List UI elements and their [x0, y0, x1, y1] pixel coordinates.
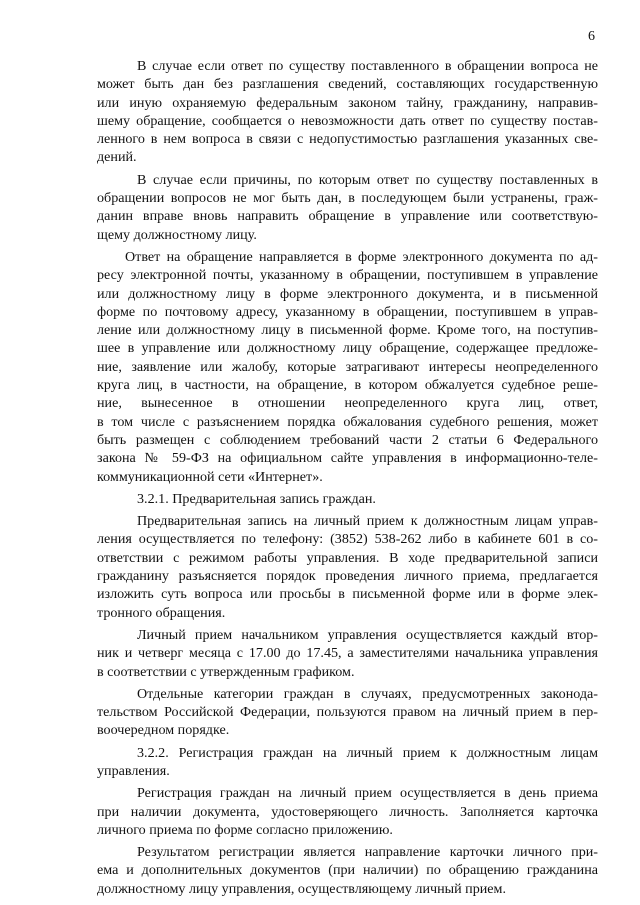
text-line: Ответ на обращение направляется в форме электронного документа по ад- — [125, 248, 598, 265]
text-line: 3.2.1. Предварительная запись граждан. — [137, 490, 376, 507]
document-body — [97, 57, 598, 898]
text-line: 3.2.2. Регистрация граждан на личный прием к должностным лицам — [137, 744, 598, 761]
text-line: В случае если причины, по которым ответ по существу поставленных в — [137, 171, 598, 188]
text-line: Регистрация граждан на личный прием осуществляется в день приема — [137, 785, 598, 802]
section-heading-3-2-1 — [97, 490, 598, 508]
text-line: ресу электронной почты, указанному в обращении, поступившем в управление — [97, 267, 598, 284]
text-line: форме по почтовому адресу, указанному в обращении, поступившем в управ- — [97, 303, 598, 320]
text-line: ленного в нем вопроса в связи с недопустимостью разглашения указанных све- — [97, 131, 598, 148]
text-line: может быть дан без разглашения сведений, составляющих государственную — [97, 76, 598, 93]
section-heading-3-2-2 — [97, 744, 598, 781]
text-line: ник и четверг месяца с 17.00 до 17.45, а заместителями начальника управления — [97, 645, 598, 662]
text-line: шему обращение, сообщается о невозможности дать ответ по существу постав- — [97, 112, 598, 129]
text-line: ление или должностному лицу в письменной форме. Кроме того, на поступив- — [97, 322, 598, 339]
paragraph-10 — [97, 843, 598, 898]
text-line: Личный прием начальником управления осуществляется каждый втор- — [137, 626, 598, 643]
text-line: данин вправе вновь направить обращение в управление или соответствую- — [97, 208, 598, 225]
page-number: 6 — [588, 29, 595, 44]
paragraph-9 — [97, 784, 598, 839]
paragraph-1 — [97, 57, 598, 167]
text-line: воочередном порядке. — [97, 722, 230, 739]
text-line: ления осуществляется по телефону: (3852) 538-262 либо в кабинете 601 в со- — [97, 531, 598, 548]
text-line: Отдельные категории граждан в случаях, предусмотренных законода- — [137, 685, 598, 702]
paragraph-7 — [97, 685, 598, 740]
text-line: Результатом регистрации является направление карточки личного при- — [137, 844, 598, 861]
text-line: тронного обращения. — [97, 604, 226, 621]
text-line: должностному лицу управления, осуществляющему личный прием. — [97, 880, 506, 897]
paragraph-6 — [97, 626, 598, 681]
text-line: ние, заявление или жалобу, которые затрагивают интересы неопределенного — [97, 358, 598, 375]
text-line: круга лиц, в частности, на обращение, в котором обжалуется судебное реше- — [97, 377, 598, 394]
text-line: в соответствии с утвержденным графиком. — [97, 663, 355, 680]
text-line: коммуникационной сети «Интернет». — [97, 468, 323, 485]
text-line: управления. — [97, 762, 170, 779]
text-line: личного приема по форме согласно приложению. — [97, 821, 393, 838]
text-line: изложить суть вопроса или просьбы в письменной форме или в форме элек- — [97, 586, 598, 603]
text-line: ние, вынесенное в отношении неопределенного круга лиц, ответ, — [97, 395, 598, 412]
text-line: или должностному лицу в форме электронного документа, и в письменной — [97, 285, 598, 302]
text-line: шее в управление или должностному лицу обращение, содержащее предложе- — [97, 340, 598, 357]
text-line: обращении вопросов не мог быть дан, в последующем были устранены, граж- — [97, 190, 598, 207]
text-line: ема и дополнительных документов (при наличии) по обращению гражданина — [97, 862, 598, 879]
paragraph-3 — [97, 248, 598, 486]
text-line: при наличии документа, удостоверяющего личность. Заполняется карточка — [97, 803, 598, 820]
text-line: Предварительная запись на личный прием к должностным лицам управ- — [137, 513, 598, 530]
text-line: ответствии с режимом работы управления. В ходе предварительной записи — [97, 549, 598, 566]
text-line: закона № 59-ФЗ на официальном сайте управления в информационно-теле- — [97, 450, 598, 467]
text-line: гражданину разъясняется порядок проведения личного приема, предлагается — [97, 568, 598, 585]
text-line: быть размещен с соблюдением требований части 2 статьи 6 Федерального — [97, 431, 598, 448]
text-line: в том числе с разъяснением порядка обжалования судебного решения, может — [97, 413, 598, 430]
text-line: В случае если ответ по существу поставленного в обращении вопроса не — [137, 58, 598, 74]
paragraph-5 — [97, 512, 598, 622]
text-line: тельством Российской Федерации, пользуются правом на личный прием в пер- — [97, 704, 598, 721]
text-line: дений. — [97, 149, 137, 166]
text-line: щему должностному лицу. — [97, 226, 257, 243]
text-line: или иную охраняемую федеральным законом тайну, гражданину, направив- — [97, 94, 598, 111]
paragraph-2 — [97, 171, 598, 244]
